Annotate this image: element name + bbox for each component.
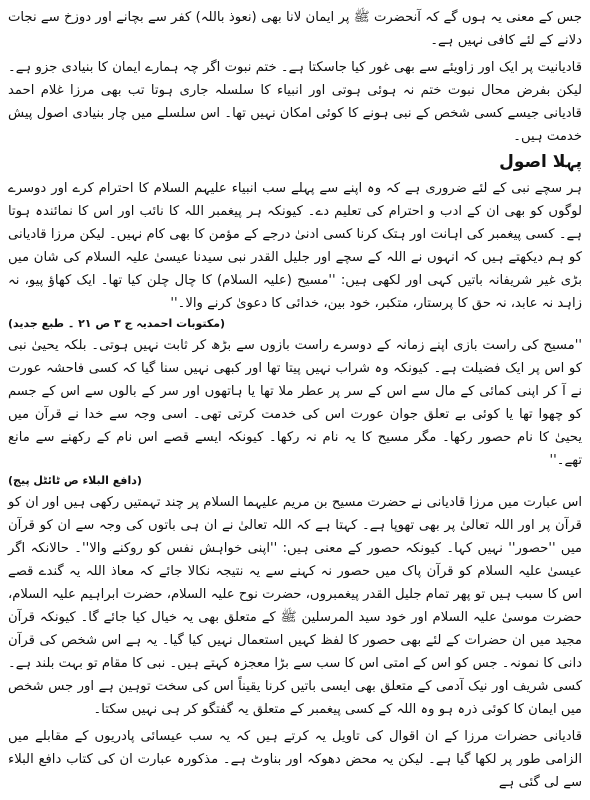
citation-dafi-ul-bala: (دافع البلاء ص ٹائٹل پیج) <box>8 474 142 487</box>
paragraph-quote-dafi-ul-bala: ''مسیح کی راست بازی اپنے زمانہ کے دوسرے راست بازوں سے بڑھ کر ثابت نہیں ہوتی۔ بلکہ یحییٰ نبی کو اس پر ایک فضیلت ہے۔ کیونکہ وہ شراب نہیں پیتا تھا اور کبھی نہیں سنا گیا کہ کسی فاحشہ عورت نے آ کر اپنی کمائی کے مال سے اس کے سر پر عطر ملا تھا یا ہاتھوں اور سر کے بالوں سے اس کے جسم کو چھوا تھا یا کوئی بے تعلق جوان عورت اس کی خدمت کرتی تھی۔ اسی وجہ سے خدا نے قرآن میں یحییٰ کا نام حصور رکھا۔ مگر مسیح کا یہ نام نہ رکھا۔ کیونکہ ایسے قصے اس نام کے رکھنے سے مانع تھے۔'' <box>8 338 582 468</box>
paragraph-faith-sufficiency: جس کے معنی یہ ہوں گے کہ آنحضرت ﷺ پر ایمان لانا بھی (نعوذ باللہ) کفر سے بچانے اور دوزخ سے نجات دلانے کے لئے کافی نہیں ہے۔ <box>8 10 582 48</box>
citation-maktubat: (مکتوبات احمدیہ ج ۳ ص ۲۱ ۔ طبع جدید) <box>8 317 226 330</box>
paragraph-finality-of-prophethood: قادیانیت پر ایک اور زاویئے سے بھی غور کیا جاسکتا ہے۔ ختم نبوت اگر چہ ہمارے ایمان کا بنیادی جزو ہے۔ لیکن بفرض محال نبوت ختم نہ ہوئی ہوتی اور انبیاء کا سلسلہ جاری ہوتا تب بھی مرزا غلام احمد قادیانی جیسے کسی شخص کے نبی ہونے کا کوئی امکان نہیں تھا۔ اس سلسلے میں چار بنیادی اصول پیش خدمت ہیں۔ <box>8 60 582 144</box>
paragraph-respect-for-prophets: ہر سچے نبی کے لئے ضروری ہے کہ وہ اپنے سے پہلے سب انبیاء علیہم السلام کا احترام کرے اور دوسرے لوگوں کو بھی ان کے ادب و احترام کی تعلیم دے۔ کیونکہ ہر پیغمبر اللہ کا نائب اور اس کا نمائندہ ہوتا ہے۔ کسی پیغمبر کی اہانت اور ہتک کرنا کسی ادنیٰ درجے کے مؤمن کا بھی کام نہیں۔ لیکن مرزا قادیانی کو ہم دیکھتے ہیں کہ انہوں نے اللہ کے سچے اور جلیل القدر نبی سیدنا عیسیٰ علیہ السلام کی شان میں بڑی غیر شریفانہ باتیں کہی اور لکھی ہیں: ''مسیح (علیہ السلام) کا چال چلن کیا تھا۔ ایک کھاؤ پیو، نہ زاہد نہ عابد، نہ حق کا پرستار، متکبر، خود بین، خدائی کا دعویٰ کرنے والا۔'' <box>8 181 582 311</box>
section-heading-first-principle: پہلا اصول <box>499 152 582 172</box>
paragraph-analysis-hasur: اس عبارت میں مرزا قادیانی نے حضرت مسیح بن مریم علیہما السلام پر چند تہمتیں رکھی ہیں اور ان کو قرآن پر اور اللہ تعالیٰ پر بھی تھوپا ہے۔ کہتا ہے کہ اللہ تعالیٰ نے ان ہی باتوں کی وجہ سے ان کو قرآن میں ''حصور'' نہیں کہا۔ کیونکہ حصور کے معنی ہیں: ''اپنی خواہش نفس کو روکنے والا''۔ حالانکہ اگر عیسیٰ علیہ السلام کو قرآن پاک میں حصور نہ کہنے سے یہ نتیجہ نکالا جائے کہ معاذ اللہ یہ گندے قصے اس کا سبب ہیں تو پھر تمام جلیل القدر پیغمبروں، حضرت نوح علیہ السلام، حضرت ابراہیم علیہ السلام، حضرت موسیٰ علیہ السلام اور خود سید المرسلین ﷺ کے متعلق بھی یہ خیال کیا جائے گا۔ کیونکہ قرآن مجید میں ان حضرات کے لئے بھی حصور کا لفظ کہیں استعمال نہیں کیا گیا۔ یہ ہے اس شخص کی قرآن دانی کا نمونہ۔ جس کو اس کے امتی اس کا سب سے بڑا معجزہ کہتے ہیں۔ نبی کا مقام تو بہت بلند ہے۔ کسی شریف اور نیک آدمی کے متعلق بھی ایسی باتیں کرنا یقیناً اس کی سخت توہین ہے اور جس شخص میں ایمان کا کوئی ذرہ ہو وہ اللہ کے کسی پیغمبر کے متعلق یہ گفتگو کر ہی نہیں سکتا۔ <box>8 495 582 717</box>
paragraph-qadiani-interpretation: قادیانی حضرات مرزا کے ان اقوال کی تاویل یہ کرتے ہیں کہ یہ سب عیسائی پادریوں کے مقابلے میں الزامی طور پر لکھا گیا ہے۔ لیکن یہ محض دھوکہ اور بناوٹ ہے۔ مذکورہ عبارت ان کی کتاب دافع البلاء سے لی گئی ہے <box>8 729 582 790</box>
